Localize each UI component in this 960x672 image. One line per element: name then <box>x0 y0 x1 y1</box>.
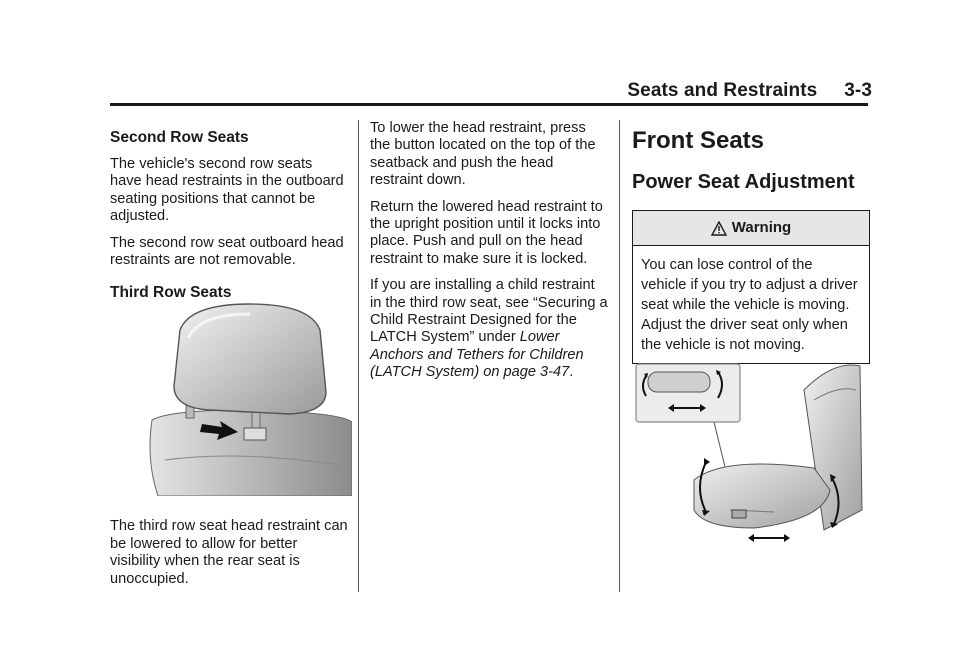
section-heading-third-row: Third Row Seats <box>110 284 232 302</box>
header-rule <box>110 103 868 106</box>
section-heading-second-row: Second Row Seats <box>110 129 249 146</box>
column-2 <box>370 120 608 391</box>
paragraph: The second row seat outboard head restraints are not removable. <box>110 234 344 269</box>
paragraph: To lower the head restraint, press the button located on the top of the seatback and push the head restraint down. <box>370 120 596 189</box>
paragraph-text: If you are installing a child restraint in the third row seat, see “Securing a Child Restraint Designed for the LATCH System” under <box>370 277 608 346</box>
headrest-figure <box>140 300 352 496</box>
subsection-title-power-seat: Power Seat Adjustment <box>632 171 855 193</box>
column-3 <box>632 120 870 364</box>
warning-box <box>632 210 870 364</box>
cross-reference-link[interactable]: Lower Anchors and Tethers for Children (LATCH System) on page 3-47 <box>370 329 584 381</box>
power-seat-figure <box>634 360 866 556</box>
warning-header <box>633 211 869 246</box>
warning-text: You can lose control of the vehicle if you try to adjust a driver seat while the vehicle is moving. Adjust the driver seat only when the vehicle is not moving. <box>641 257 858 353</box>
paragraph: Return the lowered head restraint to the upright position until it locks into place. Push and pull on the head restraint to make sure it is locked. <box>370 198 603 267</box>
warning-label: Warning <box>731 219 792 237</box>
paragraph: The vehicle's second row seats have head restraints in the outboard seating positions that cannot be adjusted. <box>110 156 344 225</box>
page-title: Seats and Restraints 3-3 <box>627 80 872 101</box>
paragraph <box>370 277 608 381</box>
paragraph: The third row seat head restraint can be lowered to allow for better visibility when the rear seat is unoccupied. <box>110 518 348 587</box>
warning-triangle-icon <box>711 221 727 236</box>
paragraph-text: . <box>569 364 574 381</box>
column-divider <box>619 120 620 592</box>
column-divider <box>358 120 359 592</box>
section-title-front-seats: Front Seats <box>632 127 765 154</box>
